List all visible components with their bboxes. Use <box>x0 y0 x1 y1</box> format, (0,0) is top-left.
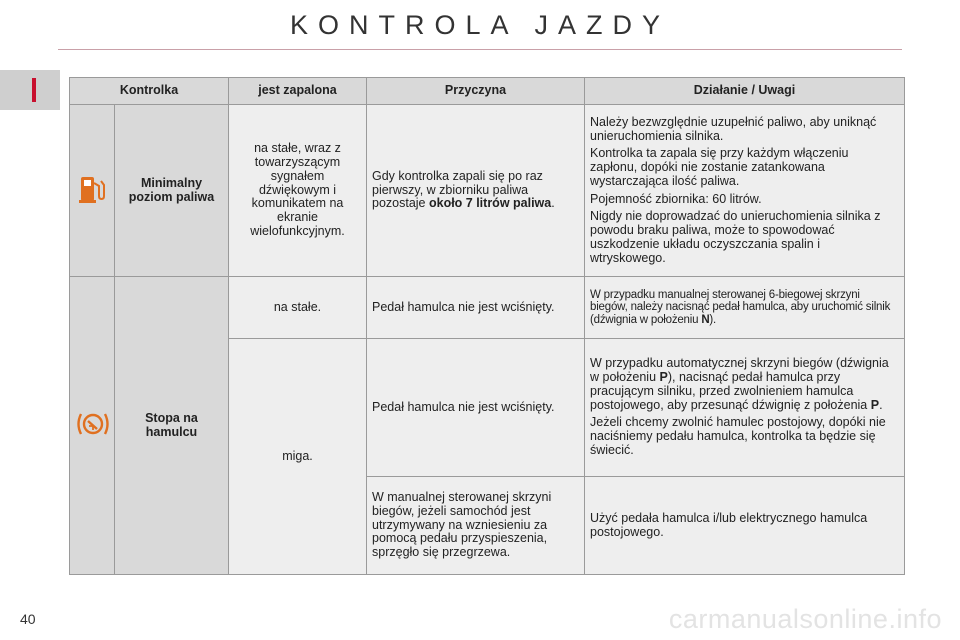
brake-state-blink: miga. <box>229 339 367 575</box>
brake-note-2b: Jeżeli chcemy zwolnić hamulec postojowy, dopóki nie naciśniemy pedału hamulca, kontrolka ta będzie się świecić. <box>590 415 886 457</box>
brake-state-steady: na stałe. <box>229 277 367 339</box>
fuel-state: na stałe, wraz z towarzyszącym sygnałem dźwiękowym i komunikatem na ekranie wielofunkcyjnym. <box>229 105 367 277</box>
fuel-cause-text: Gdy kontrolka zapali się po raz pierwszy, w zbiorniku paliwa pozostaje <box>372 168 543 211</box>
brake-pedal-icon <box>75 408 111 440</box>
brake-light-name: Stopa na hamulcu <box>115 277 229 575</box>
header-action: Działanie / Uwagi <box>585 78 905 105</box>
gear-p: P <box>659 370 668 385</box>
brake-note-3: Użyć pedała hamulca i/lub elektrycznego hamulca postojowego. <box>585 477 905 575</box>
table-header-row <box>70 78 905 105</box>
brake-cause-3: W manualnej sterowanej skrzyni biegów, jeżeli samochód jest utrzymywany na wzniesieniu za pomocą pedału przyspieszenia, sprzęgło się przegrzewa. <box>367 477 585 575</box>
brake-note-2a-text: W przypadku automatycznej skrzyni biegów (dźwignia w położeniu <box>590 356 889 385</box>
brake-icon-cell <box>70 277 115 575</box>
brake-note-1-gear: N <box>701 313 710 326</box>
section-tab <box>0 70 60 110</box>
header-state: jest zapalona <box>229 78 367 105</box>
table-row-brake-steady <box>70 277 905 339</box>
brake-note-2a-end: . <box>879 397 883 412</box>
fuel-cause-end: . <box>551 196 555 211</box>
fuel-note: Nigdy nie doprowadzać do unieruchomienia silnika z powodu braku paliwa, może to spowodować uszkodzenie układu oczyszczania spalin i wtryskowego. <box>590 209 881 265</box>
header-warning-light: Kontrolka <box>70 78 229 105</box>
brake-notes-2 <box>585 339 905 477</box>
fuel-icon-cell <box>70 105 115 277</box>
fuel-notes <box>585 105 905 277</box>
table-row-fuel <box>70 105 905 277</box>
brake-note-1-end: ). <box>709 313 717 326</box>
fuel-note: Kontrolka ta zapala się przy każdym włączeniu zapłonu, dopóki nie zostanie zatankowana wystarczająca ilość paliwa. <box>590 146 849 188</box>
fuel-light-name: Minimalny poziom paliwa <box>115 105 229 277</box>
brake-note-2a <box>590 357 899 412</box>
fuel-pump-icon <box>78 174 106 204</box>
fuel-cause-amount: około 7 litrów paliwa <box>428 196 552 211</box>
header-cause: Przyczyna <box>367 78 585 105</box>
title-rule <box>58 49 902 50</box>
brake-cause-2: Pedał hamulca nie jest wciśnięty. <box>367 339 585 477</box>
fuel-note: Należy bezwzględnie uzupełnić paliwo, aby uniknąć unieruchomienia silnika. <box>590 114 877 143</box>
watermark: carmanualsonline.info <box>668 604 942 634</box>
gear-p: P <box>870 397 880 412</box>
section-tab-marker <box>32 78 36 102</box>
page-number: 40 <box>20 611 36 627</box>
fuel-cause <box>367 105 585 277</box>
page-title: KONTROLA JAZDY <box>289 10 671 40</box>
brake-note-1 <box>585 277 905 339</box>
brake-cause-1: Pedał hamulca nie jest wciśnięty. <box>367 277 585 339</box>
brake-note-2a-text2: ), nacisnąć pedał hamulca przy pracującym silniku, przed zwolnieniem hamulca postojowego, aby przesunąć dźwignię z położenia <box>590 370 871 412</box>
fuel-note: Pojemność zbiornika: 60 litrów. <box>590 191 762 206</box>
warning-lights-table <box>69 77 905 575</box>
brake-note-1-text: W przypadku manualnej sterowanej 6-biegowej skrzyni biegów, należy nacisnąć pedał hamulca, aby uruchomić silnik (dźwignia w położeniu <box>590 288 891 326</box>
